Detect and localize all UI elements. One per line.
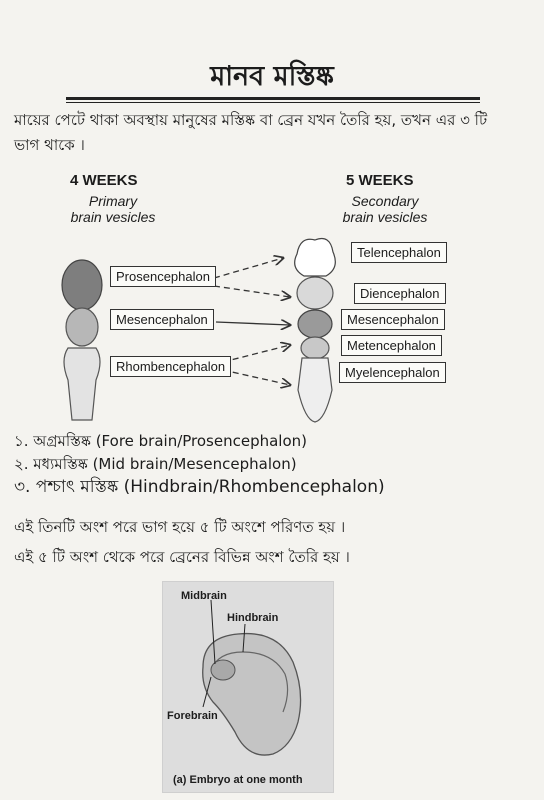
figure-caption: (a) Embryo at one month [173,774,303,786]
label-rhombencephalon: Rhombencephalon [110,356,231,377]
label-prosencephalon: Prosencephalon [110,266,216,287]
label-mesencephalon-primary: Mesencephalon [110,309,214,330]
arrow-rhombencephalon-metencephalon [223,345,290,362]
left-subheading [48,193,178,225]
left-sub-line-2: brain vesicles [70,209,156,225]
left-sub-line-1: Primary [88,193,138,209]
label-diencephalon: Diencephalon [354,283,446,304]
division-list [14,430,385,499]
label-midbrain: Midbrain [181,590,227,602]
label-mesencephalon-secondary: Mesencephalon [341,309,445,330]
intro-paragraph: মায়ের পেটে থাকা অবস্থায় মানুষের মস্তিষ্ক বা ব্রেন যখন তৈরি হয়, তখন এর ৩ টি ভাগ থাকে । [14,111,488,154]
title-rule-thin [66,102,480,103]
secondary-vesicle-shape [295,239,336,423]
label-myelencephalon: Myelencephalon [339,362,446,383]
right-subheading [320,193,450,225]
right-sub-line-1: Secondary [351,193,419,209]
list-item: ১. অগ্রমস্তিষ্ক (Fore brain/Prosencephalon) [14,432,308,450]
page-title: মানব মস্তিষ্ক [210,61,334,92]
left-heading: 4 WEEKS [70,172,138,189]
label-metencephalon: Metencephalon [341,335,442,356]
arrow-rhombencephalon-myelencephalon [223,370,290,385]
label-forebrain: Forebrain [167,710,218,722]
right-sub-line-2: brain vesicles [342,209,428,225]
primary-vesicle-shape [62,260,102,420]
title-rule [66,97,480,100]
label-telencephalon: Telencephalon [351,242,447,263]
paragraph-1: এই তিনটি অংশ পরে ভাগ হয়ে ৫ টি অংশে পরিণত হয় । [14,518,346,536]
arrow-prosencephalon-diencephalon [214,286,290,297]
arrow-prosencephalon-telencephalon [214,258,283,278]
right-heading: 5 WEEKS [346,172,414,189]
paragraph-2: এই ৫ টি অংশ থেকে পরে ব্রেনের বিভিন্ন অংশ তৈরি হয় । [14,548,350,566]
list-item: ৩. পশ্চাৎ মস্তিষ্ক (Hindbrain/Rhombencephalon) [14,477,385,497]
embryo-figure [162,581,334,793]
brain-vesicle-diagram [0,230,544,430]
list-item: ২. মধ্যমস্তিষ্ক (Mid brain/Mesencephalon) [14,455,297,473]
arrow-mesencephalon [216,322,290,325]
label-hindbrain: Hindbrain [227,612,279,624]
